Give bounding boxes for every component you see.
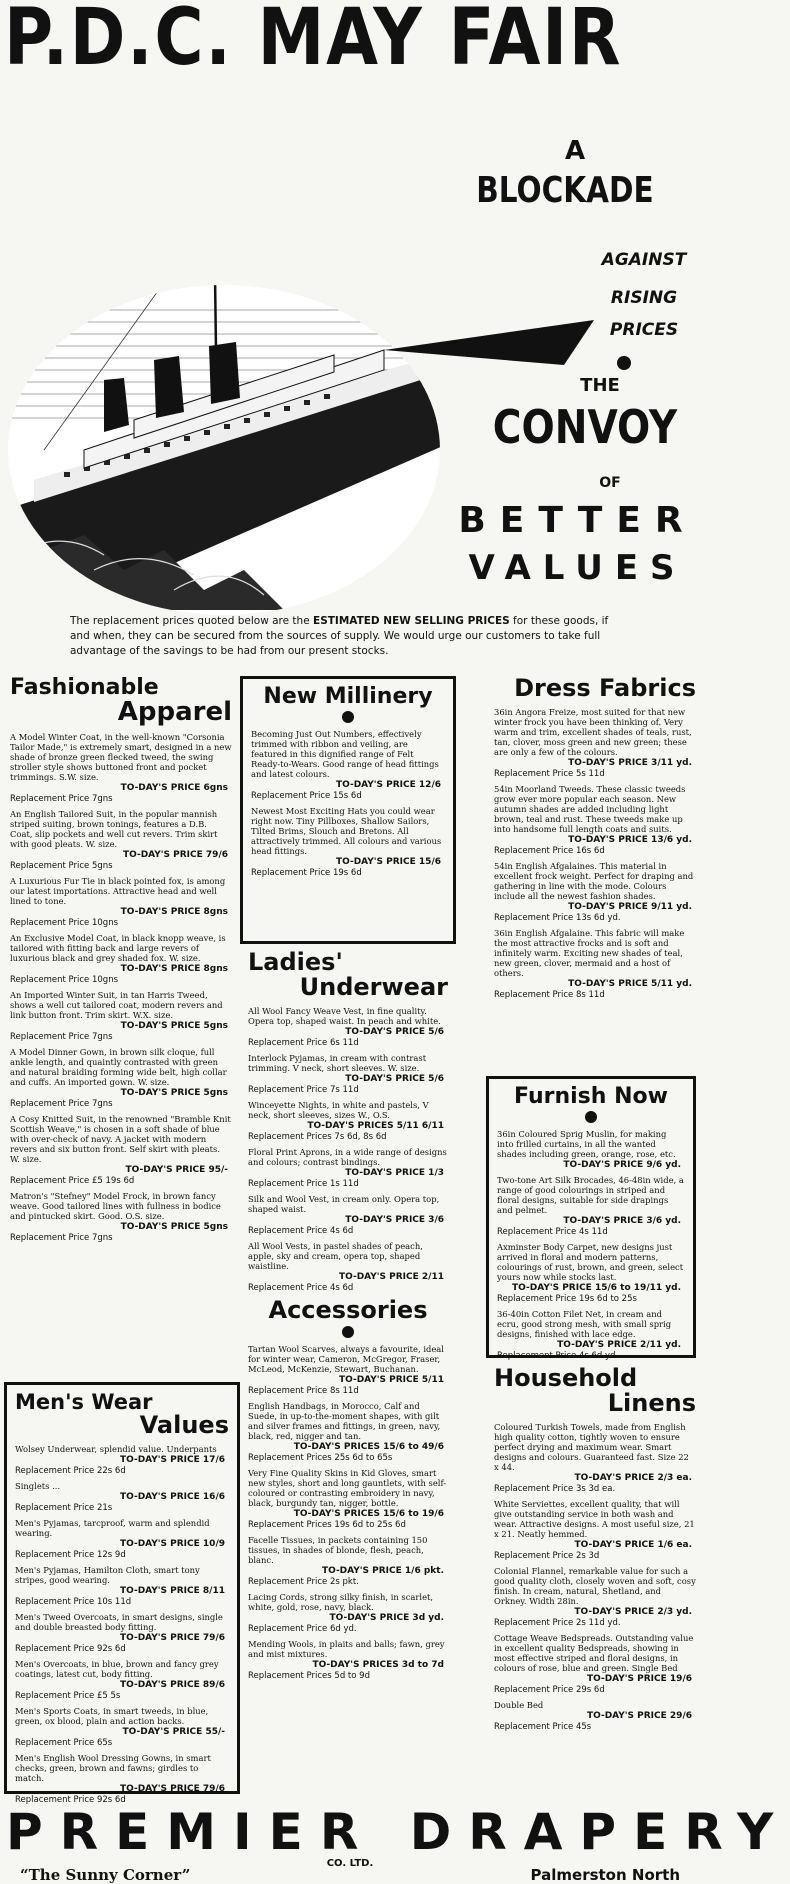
item-price: TO-DAY'S PRICE 79/6	[120, 1784, 225, 1795]
item-description: Matron's "Stefney" Model Frock, in brown fancy weave. Good tailored lines with fullness in bodice and pintucked skirt. Good. O.S. size.	[10, 1191, 221, 1222]
item-description: Men's Tweed Overcoats, in smart designs, single and double breasted body fitting.	[15, 1612, 223, 1633]
list-item	[15, 1518, 229, 1561]
bullet-icon	[617, 356, 631, 370]
list-item	[497, 1242, 685, 1305]
item-replacement-price: Replacement Price 4s 6d	[248, 1283, 354, 1294]
item-price: TO-DAY'S PRICE 8gns	[120, 907, 228, 918]
item-replacement-price: Replacement Price 4s 11d	[497, 1227, 608, 1238]
section-title: New Millinery	[263, 684, 433, 709]
list-item	[251, 729, 445, 802]
item-description: 36in Coloured Sprig Muslin, for making into frilled curtains, in all the wanted shades including green, orange, rose, etc.	[497, 1129, 676, 1160]
item-description: Becoming Just Out Numbers, effectively trimmed with ribbon and veiling, are featured in this dignified range of Felt Ready-to-Wears. Good range of head fittings and latest colours.	[251, 729, 439, 780]
list-item	[10, 990, 232, 1043]
item-price: TO-DAY'S PRICE 79/6	[123, 850, 228, 861]
headline-rising: RISING	[610, 288, 678, 308]
section-title: Furnish Now	[514, 1084, 668, 1109]
bullet-icon	[585, 1111, 597, 1123]
list-item	[248, 1344, 448, 1397]
item-description: Silk and Wool Vest, in cream only. Opera top, shaped waist.	[248, 1194, 440, 1215]
item-price: TO-DAY'S PRICES 15/6 to 19/6	[293, 1509, 444, 1520]
item-price: TO-DAY'S PRICE 13/6 yd.	[568, 835, 692, 846]
item-description: Men's Overcoats, in blue, brown and fancy grey coatings, latest cut, body fitting.	[15, 1659, 219, 1680]
item-price: TO-DAY'S PRICE 17/6	[120, 1455, 225, 1466]
list-item	[248, 1241, 448, 1294]
item-price: TO-DAY'S PRICE 8gns	[120, 964, 228, 975]
list-item	[10, 876, 232, 929]
list-item	[251, 806, 445, 879]
item-replacement-price: Replacement Price 22s 6d	[15, 1466, 126, 1477]
headline-prices: PRICES	[609, 320, 679, 340]
store-name: PREMIER DRAPERY	[6, 1803, 790, 1861]
item-price: TO-DAY'S PRICES 15/6 to 49/6	[293, 1442, 444, 1453]
list-item	[15, 1753, 229, 1806]
section-accessories	[248, 1298, 448, 1798]
list-item	[497, 1129, 685, 1171]
item-price: TO-DAY'S PRICE 95/-	[125, 1165, 228, 1176]
item-price: TO-DAY'S PRICE 10/9	[120, 1539, 225, 1550]
item-price: TO-DAY'S PRICE 3/6 yd.	[563, 1216, 681, 1227]
list-item	[248, 1535, 448, 1588]
item-replacement-price: Replacement Price 5s 11d	[494, 769, 605, 780]
section-title-2: Underwear	[299, 973, 448, 1002]
list-item	[10, 1114, 232, 1187]
list-item	[494, 1499, 696, 1562]
headline-the: THE	[580, 375, 620, 396]
item-replacement-price: Replacement Price 1s 11d	[248, 1179, 359, 1190]
item-replacement-price: Replacement Price 29s 6d	[494, 1685, 605, 1696]
list-item	[15, 1706, 229, 1749]
item-replacement-price: Replacement Price 92s 6d	[15, 1795, 126, 1806]
intro-text-2: for these goods, if and when, they can be secured from the sources of supply. We would urge our customers to take full advantage of the savings to be had from our present stocks.	[70, 615, 609, 657]
list-item	[248, 1468, 448, 1531]
list-item	[15, 1659, 229, 1702]
item-replacement-price: Replacement Price 45s	[494, 1722, 592, 1733]
list-item	[15, 1444, 229, 1477]
list-item	[248, 1401, 448, 1464]
item-replacement-price: Replacement Price 13s 6d yd.	[494, 913, 621, 924]
list-item	[494, 861, 696, 924]
item-description: Interlock Pyjamas, in cream with contrast trimming. V neck, short sleeves. W. size.	[248, 1053, 427, 1074]
store-slogan: “The Sunny Corner”	[20, 1866, 191, 1884]
list-item	[10, 1191, 232, 1244]
list-item	[497, 1175, 685, 1238]
item-description: Mending Wools, in plaits and balls; fawn, grey and mist mixtures.	[248, 1639, 445, 1660]
item-price: TO-DAY'S PRICE 2/11	[339, 1272, 444, 1283]
list-item	[494, 1633, 696, 1696]
item-price: TO-DAY'S PRICE 3/11 yd.	[568, 758, 692, 769]
item-replacement-price: Replacement Price 92s 6d	[15, 1644, 126, 1655]
item-description: Men's Pyjamas, Hamilton Cloth, smart tony stripes, good wearing.	[15, 1565, 200, 1586]
item-replacement-price: Replacement Price 8s 11d	[494, 990, 605, 1001]
item-price: TO-DAY'S PRICE 8/11	[120, 1586, 225, 1597]
item-replacement-price: Replacement Price 19s 6d to 25s	[497, 1294, 637, 1305]
list-item	[10, 809, 232, 872]
intro-text-1: The replacement prices quoted below are the	[70, 615, 314, 627]
list-item	[248, 1006, 448, 1049]
headline-values: VALUES	[468, 548, 687, 588]
item-replacement-price: Replacement Price 7gns	[10, 1099, 113, 1110]
item-replacement-price: Replacement Price 2s pkt.	[248, 1577, 359, 1588]
section-title: Men's Wear	[15, 1390, 153, 1414]
headline-convoy: CONVOY	[492, 400, 678, 454]
item-description: An English Tailored Suit, in the popular mannish striped suiting, brown tonings, features a D.B. Coat, slip pockets and well cut revers. Trim skirt with good pleats. W. size.	[10, 809, 218, 850]
item-replacement-price: Replacement Price 4s 6d yd.	[497, 1351, 619, 1362]
item-replacement-price: Replacement Price 7gns	[10, 794, 113, 805]
item-price: TO-DAY'S PRICES 3d to 7d	[312, 1660, 444, 1671]
item-replacement-price: Replacement Price 10gns	[10, 918, 119, 929]
list-item	[15, 1612, 229, 1655]
section-title: Ladies'	[248, 948, 343, 976]
item-price: TO-DAY'S PRICE 2/3 ea.	[574, 1473, 692, 1484]
item-price: TO-DAY'S PRICE 55/-	[122, 1727, 225, 1738]
item-description: 36-40in Cotton Filet Net, in cream and ecru, good strong mesh, with small sprig designs, finished with lace edge.	[497, 1309, 672, 1340]
item-description: Axminster Body Carpet, new designs just arrived in floral and modern patterns, colourings of rust, brown, and green, select yours now while stocks last.	[497, 1242, 684, 1283]
item-replacement-price: Replacement Price 5gns	[10, 861, 113, 872]
item-price: TO-DAY'S PRICE 9/11 yd.	[568, 902, 692, 913]
item-price: TO-DAY'S PRICE 5/6	[345, 1027, 444, 1038]
item-description: Men's Pyjamas, tarcproof, warm and splendid wearing.	[15, 1518, 210, 1539]
item-price: TO-DAY'S PRICE 3/6	[345, 1215, 444, 1226]
bullet-icon	[342, 1326, 354, 1338]
list-item	[494, 1700, 696, 1733]
section-furnish-now	[486, 1076, 696, 1362]
item-description: Tartan Wool Scarves, always a favourite, ideal for winter wear, Cameron, McGregor, Fraser, McLeod, McKenzie, Stewart, Buchanan.	[248, 1344, 444, 1375]
item-price: TO-DAY'S PRICE 1/6 pkt.	[321, 1566, 444, 1577]
item-price: TO-DAY'S PRICE 5/6	[345, 1074, 444, 1085]
item-replacement-price: Replacement Prices 25s 6d to 65s	[248, 1453, 393, 1464]
intro-paragraph	[70, 614, 630, 659]
item-replacement-price: Replacement Price 7gns	[10, 1233, 113, 1244]
item-replacement-price: Replacement Price 21s	[15, 1503, 113, 1514]
item-replacement-price: Replacement Price 2s 3d	[494, 1551, 600, 1562]
item-replacement-price: Replacement Price 6s 11d	[248, 1038, 359, 1049]
item-replacement-price: Replacement Price 15s 6d	[251, 791, 362, 802]
item-price: TO-DAY'S PRICE 5gns	[120, 1021, 228, 1032]
list-item	[15, 1481, 229, 1514]
list-item	[248, 1100, 448, 1143]
item-replacement-price: Replacement Price 3s 3d ea.	[494, 1484, 616, 1495]
item-price: TO-DAY'S PRICE 79/6	[120, 1633, 225, 1644]
section-title: Accessories	[268, 1296, 428, 1324]
item-price: TO-DAY'S PRICE 5gns	[120, 1088, 228, 1099]
section-mens-wear	[4, 1382, 240, 1806]
item-replacement-price: Replacement Price 12s 9d	[15, 1550, 126, 1561]
list-item	[494, 707, 696, 780]
item-price: TO-DAY'S PRICE 15/6	[336, 857, 441, 868]
list-item	[494, 1422, 696, 1495]
section-dress-fabrics	[494, 676, 696, 1068]
item-replacement-price: Replacement Prices 5d to 9d	[248, 1671, 370, 1682]
bullet-icon	[342, 711, 354, 723]
item-description: A Cosy Knitted Suit, in the renowned "Bramble Knit Scottish Weave," is chosen in a soft shade of blue with over-check of navy. A jacket with modern revers and six button front. Self skirt with pleats. W. size.	[10, 1114, 231, 1165]
item-description: An Exclusive Model Coat, in black knopp weave, is tailored with fitting back and large revers of luxurious black and grey shaded fox. W. size.	[10, 933, 226, 964]
item-description: Colonial Flannel, remarkable value for such a good quality cloth, closely woven and soft, cosy finish. In cream, natural, Shetland, and Orkney. Width 28in.	[494, 1566, 696, 1607]
item-price: TO-DAY'S PRICE 5/11 yd.	[568, 979, 692, 990]
list-item	[10, 1047, 232, 1110]
item-price: TO-DAY'S PRICE 2/3 yd.	[574, 1607, 692, 1618]
item-description: Facelle Tissues, in packets containing 150 tissues, in shades of blonde, flesh, peach, blanc.	[248, 1535, 428, 1566]
section-title: Fashionable	[10, 675, 159, 700]
item-description: Men's English Wool Dressing Gowns, in smart checks, green, brown and fawns; girdles to match.	[15, 1753, 211, 1784]
item-description: Newest Most Exciting Hats you could wear right now. Tiny Pillboxes, Shallow Sailors, Tilted Brims, Slouch and Bretons. All attractively trimmed. All colours and various head fittings.	[251, 806, 442, 857]
item-description: Very Fine Quality Skins in Kid Gloves, smart new styles, short and long gauntlets, with self-coloured or contrasting embroidery in navy, black, burgundy tan, nigger, bottle.	[248, 1468, 447, 1509]
item-replacement-price: Replacement Prices 19s 6d to 25s 6d	[248, 1520, 406, 1531]
store-location: Palmerston North	[530, 1866, 680, 1884]
item-description: All Wool Fancy Weave Vest, in fine quality. Opera top, shaped waist. In peach and white.	[248, 1006, 441, 1027]
item-price: TO-DAY'S PRICE 16/6	[120, 1492, 225, 1503]
item-description: Winceyette Nights, in white and pastels, V neck, short sleeves, sizes W., O.S.	[248, 1100, 429, 1121]
section-household-linens	[494, 1366, 696, 1798]
item-description: 36in Angora Freize, most suited for that new winter frock you have been thinking of. Very warm and trim, excellent shades of teals, rust, tan, clover, moss green and new green; these are only a few of the colours.	[494, 707, 692, 758]
item-description: Cottage Weave Bedspreads. Outstanding value in excellent quality Bedspreads, showing in most effective striped and floral designs, in colours of rose, blue and green. Single Bed	[494, 1633, 694, 1674]
headline-against: AGAINST	[601, 250, 687, 270]
item-price: TO-DAY'S PRICE 12/6	[336, 780, 441, 791]
section-fashionable-apparel	[10, 676, 232, 1376]
item-price: TO-DAY'S PRICE 19/6	[587, 1674, 692, 1685]
list-item	[248, 1194, 448, 1237]
item-description: All Wool Vests, in pastel shades of peach, apple, sky and cream, opera top, shaped waistline.	[248, 1241, 423, 1272]
item-price: TO-DAY'S PRICE 6gns	[120, 783, 228, 794]
masthead-title: P.D.C. MAY FAIR	[4, 0, 623, 83]
item-description: A Model Winter Coat, in the well-known "Corsonia Tailor Made," is extremely smart, designed in a new shade of bronze green flecked tweed, the swing stroller style shows buttoned front and pocket trimmings. S.W. size.	[10, 732, 232, 783]
item-description: 54in Moorland Tweeds. These classic tweeds grow ever more popular each season. New autumn shades are added including light brown, teal and rust. These tweeds make up into handsome full length coats and suits.	[494, 784, 686, 835]
list-item	[494, 1566, 696, 1629]
item-price: TO-DAY'S PRICE 1/6 ea.	[574, 1540, 692, 1551]
item-price: TO-DAY'S PRICE 9/6 yd.	[563, 1160, 681, 1171]
item-replacement-price: Replacement Price 19s 6d	[251, 868, 362, 879]
list-item	[10, 732, 232, 805]
item-description: 36in English Afgalaine. This fabric will make the most attractive frocks and is soft and infinitely warm. Exciting new shades of teal, new green, clover, mermaid and a host of others.	[494, 928, 685, 979]
item-description: Two-tone Art Silk Brocades, 46-48in wide, a range of good colourings in striped and floral designs, suitable for side drapings and pelmet.	[497, 1175, 684, 1216]
item-replacement-price: Replacement Price 7s 11d	[248, 1085, 359, 1096]
item-replacement-price: Replacement Price 16s 6d	[494, 846, 605, 857]
headline-blockade: BLOCKADE	[476, 170, 654, 211]
item-description: Floral Print Aprons, in a wide range of designs and colours; contrast bindings.	[248, 1147, 447, 1168]
item-replacement-price: Replacement Price £5 19s 6d	[10, 1176, 135, 1187]
headline-better: BETTER	[458, 500, 697, 541]
list-item	[10, 933, 232, 986]
item-price: TO-DAY'S PRICE 89/6	[120, 1680, 225, 1691]
item-description: Singlets ...	[15, 1481, 61, 1492]
list-item	[248, 1147, 448, 1190]
item-price: TO-DAY'S PRICE 15/6 to 19/11 yd.	[512, 1283, 681, 1294]
list-item	[248, 1053, 448, 1096]
item-description: Wolsey Underwear, splendid value. Underpants	[15, 1444, 217, 1455]
list-item	[494, 784, 696, 857]
item-description: Double Bed	[494, 1700, 544, 1711]
item-description: White Serviettes, excellent quality, that will give outstanding service in both wash and wear. Attractive designs. A most useful size, 21 x 21. Neatly hemmed.	[494, 1499, 695, 1540]
item-replacement-price: Replacement Price £5 5s	[15, 1691, 121, 1702]
item-description: A Luxurious Fur Tie in black pointed fox, is among our latest importations. Attractive head and well lined to tone.	[10, 876, 226, 907]
list-item	[248, 1592, 448, 1635]
item-replacement-price: Replacement Price 4s 6d	[248, 1226, 354, 1237]
item-price: TO-DAY'S PRICE 2/11 yd.	[557, 1340, 681, 1351]
item-replacement-price: Replacement Price 65s	[15, 1738, 113, 1749]
intro-emphasis: ESTIMATED NEW SELLING PRICES	[313, 615, 510, 627]
list-item	[248, 1639, 448, 1682]
list-item	[494, 928, 696, 1001]
section-new-millinery	[240, 676, 456, 944]
item-price: TO-DAY'S PRICE 5/11	[339, 1375, 444, 1386]
item-price: TO-DAY'S PRICES 5/11 6/11	[307, 1121, 444, 1132]
item-description: An Imported Winter Suit, in tan Harris Tweed, shows a well cut tailored coat, modern revers and link button front. Trim skirt. W.X. size.	[10, 990, 223, 1021]
store-company-suffix: CO. LTD.	[326, 1858, 374, 1869]
item-replacement-price: Replacement Price 6d yd.	[248, 1624, 357, 1635]
headline-of: OF	[599, 475, 621, 491]
item-description: Men's Sports Coats, in smart tweeds, in blue, green, ox blood, plain and action backs.	[15, 1706, 209, 1727]
headline-a: A	[564, 136, 586, 166]
section-title: Household	[494, 1364, 638, 1392]
item-description: Lacing Cords, strong silky finish, in scarlet, white, gold, rose, navy, black.	[248, 1592, 434, 1613]
item-description: Coloured Turkish Towels, made from English high quality cotton, tightly woven to ensure perfect drying and maximum wear. Smart designs and colours. Guaranteed fast. Size 22 x 44.	[494, 1422, 689, 1473]
item-description: 54in English Afgalaines. This material in excellent frock weight. Perfect for draping and gathering in line with the mode. Colours include all the newest fashion shades.	[494, 861, 694, 902]
section-title: Dress Fabrics	[514, 674, 696, 702]
section-title-2: Values	[139, 1411, 229, 1440]
item-price: TO-DAY'S PRICE 3d yd.	[329, 1613, 444, 1624]
list-item	[497, 1309, 685, 1362]
item-replacement-price: Replacement Price 2s 11d yd.	[494, 1618, 621, 1629]
section-title-2: Linens	[607, 1389, 696, 1418]
item-replacement-price: Replacement Price 8s 11d	[248, 1386, 359, 1397]
item-price: TO-DAY'S PRICE 1/3	[345, 1168, 444, 1179]
item-price: TO-DAY'S PRICE 29/6	[587, 1711, 692, 1722]
item-replacement-price: Replacement Price 10gns	[10, 975, 119, 986]
item-price: TO-DAY'S PRICE 5gns	[120, 1222, 228, 1233]
item-replacement-price: Replacement Prices 7s 6d, 8s 6d	[248, 1132, 387, 1143]
list-item	[15, 1565, 229, 1608]
item-replacement-price: Replacement Price 10s 11d	[15, 1597, 132, 1608]
item-description: English Handbags, in Morocco, Calf and Suede, in up-to-the-moment shapes, with gilt and silver frames and fittings, in green, navy, black, red, nigger and tan.	[248, 1401, 441, 1442]
section-title-2: Apparel	[117, 697, 232, 728]
section-ladies-underwear	[248, 948, 448, 1294]
item-replacement-price: Replacement Price 7gns	[10, 1032, 113, 1043]
item-description: A Model Dinner Gown, in brown silk cloque, full ankle length, and quaintly contrasted with green and natural braiding forming wide belt, high collar and cuffs. An imported gown. W. size.	[10, 1047, 227, 1088]
